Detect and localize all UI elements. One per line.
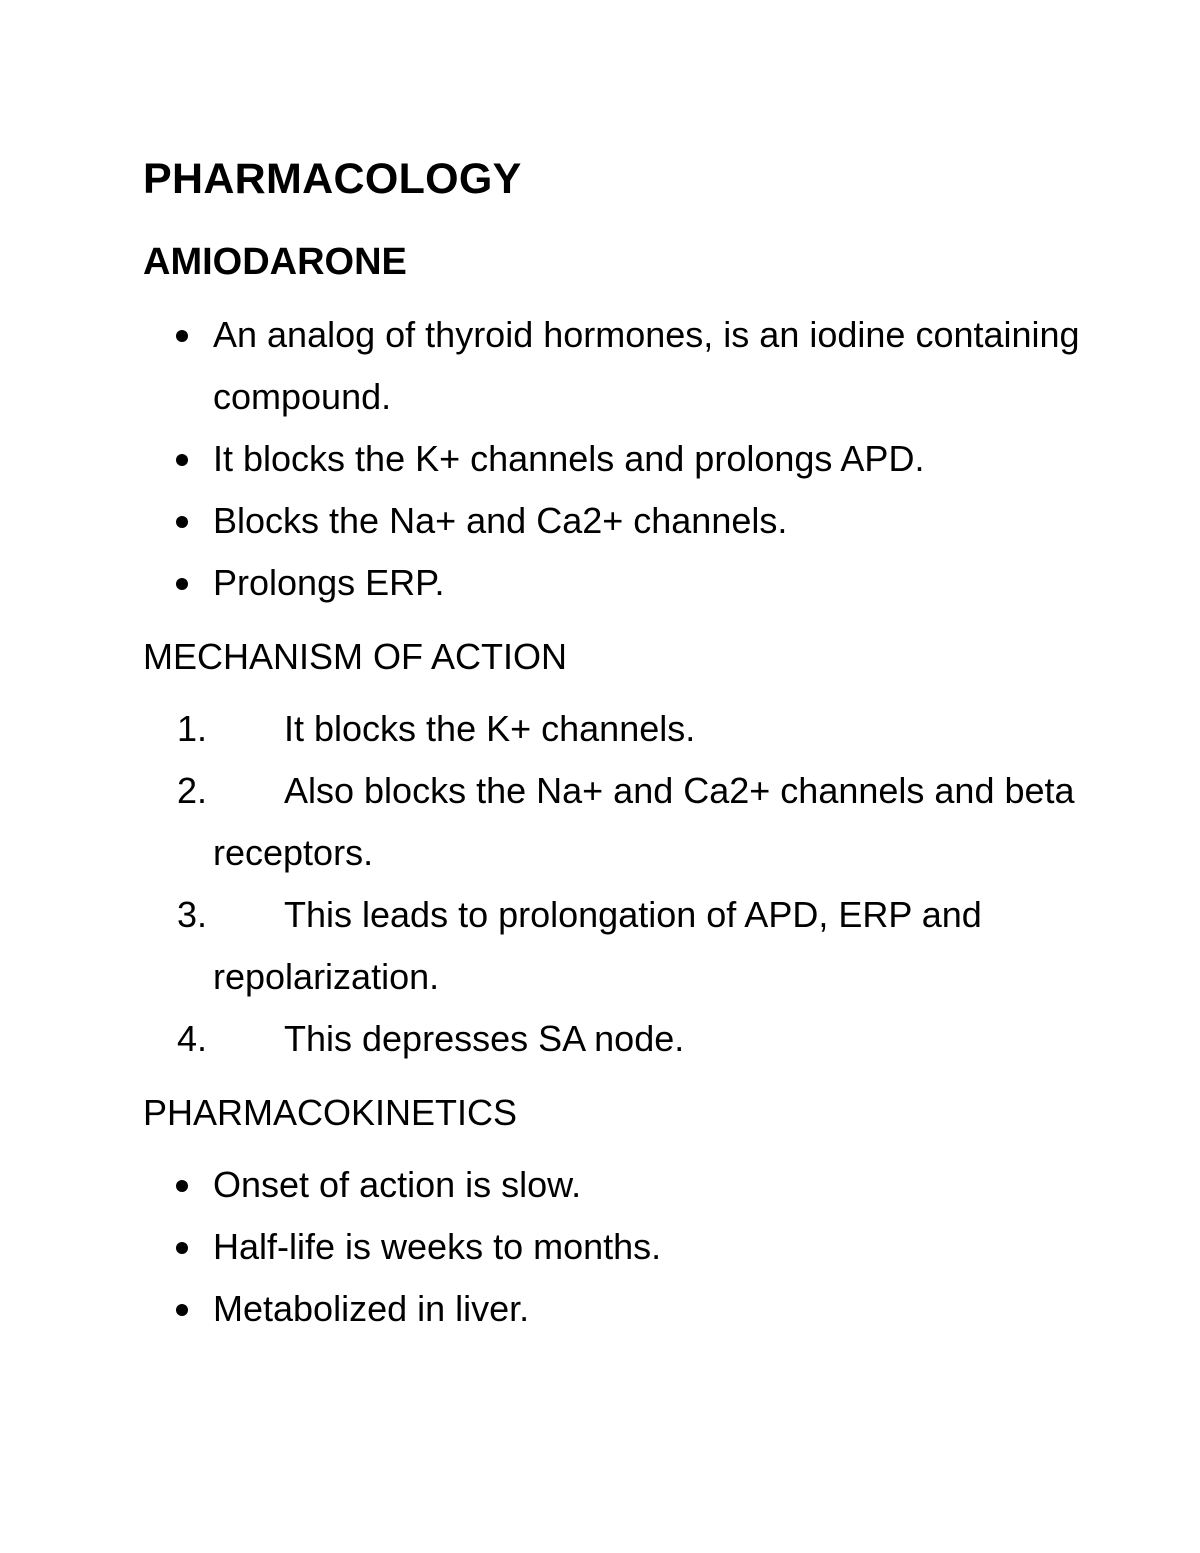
list-item bbox=[143, 760, 1103, 884]
list-item-text: Blocks the Na+ and Ca2+ channels. bbox=[213, 500, 788, 541]
bullet-icon bbox=[176, 454, 188, 466]
list-item-number: 1. bbox=[177, 708, 208, 749]
list-item-text: Also blocks the Na+ and Ca2+ channels and beta receptors. bbox=[213, 770, 1075, 873]
intro-bullet-list bbox=[143, 304, 1103, 614]
list-item-text: An analog of thyroid hormones, is an iodine containing compound. bbox=[213, 314, 1080, 417]
page-title: PHARMACOLOGY bbox=[143, 155, 522, 203]
bullet-icon bbox=[176, 578, 188, 590]
bullet-icon bbox=[176, 1180, 188, 1192]
list-item bbox=[143, 304, 1103, 428]
list-item-text: Onset of action is slow. bbox=[213, 1164, 582, 1205]
list-item bbox=[143, 1008, 1103, 1070]
list-item-number: 2. bbox=[177, 770, 208, 811]
list-item bbox=[143, 1216, 1103, 1278]
bullet-icon bbox=[176, 1304, 188, 1316]
list-item bbox=[143, 428, 1103, 490]
list-item-text: Half-life is weeks to months. bbox=[213, 1226, 662, 1267]
pharmacokinetics-bullet-list bbox=[143, 1154, 1103, 1340]
list-item bbox=[143, 884, 1103, 1008]
list-item bbox=[143, 1154, 1103, 1216]
bullet-icon bbox=[176, 1242, 188, 1254]
mechanism-heading: MECHANISM OF ACTION bbox=[143, 636, 568, 677]
list-item bbox=[143, 698, 1103, 760]
list-item-text: It blocks the K+ channels and prolongs APD. bbox=[213, 438, 925, 479]
pharmacokinetics-heading: PHARMACOKINETICS bbox=[143, 1092, 518, 1133]
bullet-icon bbox=[176, 516, 188, 528]
list-item-text: This depresses SA node. bbox=[284, 1018, 685, 1059]
list-item-text: It blocks the K+ channels. bbox=[284, 708, 696, 749]
document-content bbox=[143, 148, 1103, 1340]
list-item-number: 3. bbox=[177, 894, 208, 935]
drug-name-heading: AMIODARONE bbox=[143, 241, 407, 283]
list-item-number: 4. bbox=[177, 1018, 208, 1059]
list-item bbox=[143, 552, 1103, 614]
list-item-text: This leads to prolongation of APD, ERP and repolarization. bbox=[213, 894, 982, 997]
list-item bbox=[143, 490, 1103, 552]
mechanism-numbered-list bbox=[143, 698, 1103, 1070]
list-item-text: Metabolized in liver. bbox=[213, 1288, 530, 1329]
list-item-text: Prolongs ERP. bbox=[213, 562, 445, 603]
list-item bbox=[143, 1278, 1103, 1340]
bullet-icon bbox=[176, 330, 188, 342]
